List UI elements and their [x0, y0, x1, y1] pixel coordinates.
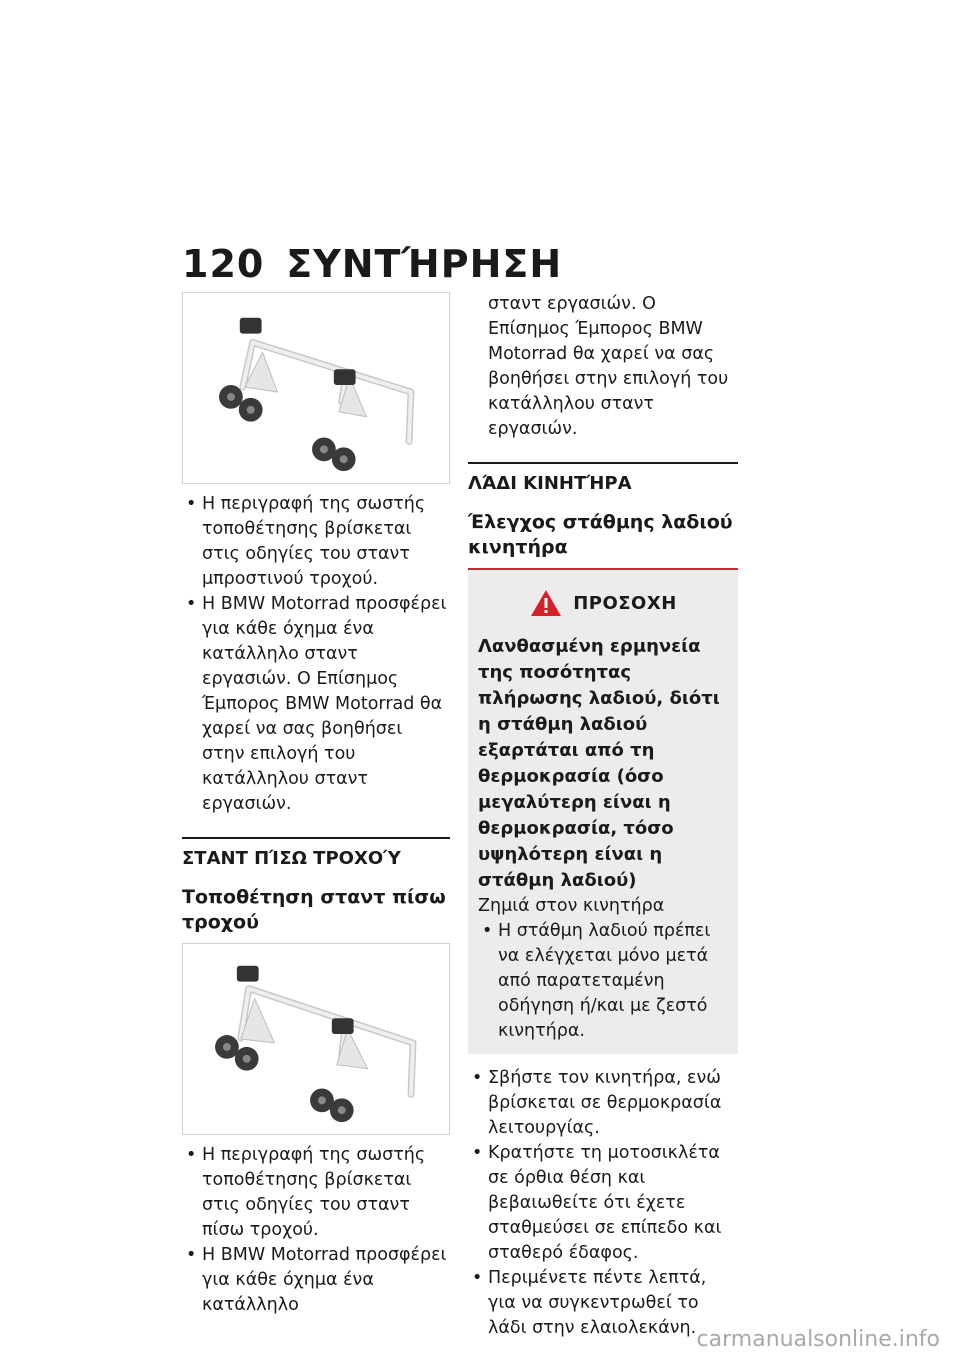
- warning-consequence: Ζημιά στον κινητήρα: [478, 896, 665, 916]
- list-item: • Περιμένετε πέντε λεπτά, για να συγκεντρωθεί το λάδι στην ελαιολεκάνη.: [468, 1266, 738, 1341]
- warning-header: [478, 588, 728, 618]
- front-stand-notes: [182, 492, 450, 817]
- list-item: • Η στάθμη λαδιού πρέπει να ελέγχεται μόνο μετά από παρατεταμένη οδήγηση ή/και με ζεστό κινητήρα.: [478, 919, 728, 1044]
- watermark: carmanualsonline.info: [696, 1327, 940, 1352]
- right-column: [468, 292, 738, 1341]
- page-header: [182, 242, 562, 286]
- chapter-title: ΣΥΝΤΉΡΗΣΗ: [286, 242, 563, 286]
- list-item: • Η περιγραφή της σωστής τοποθέτησης βρίσκεται στις οδηγίες του σταντ μπροστινού τροχού.: [182, 492, 450, 592]
- warning-title: ΠΡΟΣΟΧΗ: [573, 592, 677, 614]
- paddock-stand-illustration: [183, 944, 449, 1134]
- list-item: • Η BMW Motorrad προσφέρει για κάθε όχημα ένα κατάλληλο: [182, 1243, 450, 1318]
- warning-measures: [478, 919, 728, 1044]
- front-stand-image: [182, 292, 450, 484]
- subsection-title-oil-check: Έλεγχος στάθμης λαδιού κινητήρα: [468, 511, 733, 558]
- warning-triangle-icon: [529, 588, 563, 618]
- page-number: 120: [182, 242, 265, 286]
- continued-text: σταντ εργασιών. Ο Επίσημος Έμπορος BMW Motorrad θα χαρεί να σας βοηθήσει στην επιλογή του κατάλληλου σταντ εργασιών.: [488, 294, 729, 439]
- section-title-rear-stand: ΣΤΑΝΤ ΠΊΣΩ ΤΡΟΧΟΎ: [182, 848, 401, 869]
- rear-stand-notes: [182, 1143, 450, 1318]
- list-item: • Σβήστε τον κινητήρα, ενώ βρίσκεται σε θερμοκρασία λειτουργίας.: [468, 1066, 738, 1141]
- section-divider: [468, 462, 738, 464]
- section-divider: [182, 837, 450, 839]
- warning-box: [468, 570, 738, 1054]
- section-title-engine-oil: ΛΆΔΙ ΚΙΝΗΤΉΡΑ: [468, 473, 632, 494]
- list-item: • Κρατήστε τη μοτοσικλέτα σε όρθια θέση και βεβαιωθείτε ότι έχετε σταθμεύσει σε επίπεδο και σταθερό έδαφος.: [468, 1141, 738, 1266]
- oil-check-steps: [468, 1066, 738, 1341]
- subsection-title-rear-stand: Τοποθέτηση σταντ πίσω τροχού: [182, 886, 446, 933]
- list-item: • Η περιγραφή της σωστής τοποθέτησης βρίσκεται στις οδηγίες του σταντ πίσω τροχού.: [182, 1143, 450, 1243]
- paddock-stand-illustration: [183, 293, 449, 483]
- left-column: [182, 292, 450, 1318]
- warning-hazard: Λανθασμένη ερμηνεία της ποσότητας πλήρωσης λαδιού, διότι η στάθμη λαδιού εξαρτάται από τη θερμοκρασία (όσο μεγαλύτερη είναι η θερμοκρασία, τόσο υψηλότερη είναι η στάθμη λαδιού): [478, 636, 720, 891]
- rear-stand-image: [182, 943, 450, 1135]
- list-item: • Η BMW Motorrad προσφέρει για κάθε όχημα ένα κατάλληλο σταντ εργασιών. Ο Επίσημος Έμπορος BMW Motorrad θα χαρεί να σας βοηθήσει στην επιλογή του κατάλληλου σταντ εργασιών.: [182, 592, 450, 817]
